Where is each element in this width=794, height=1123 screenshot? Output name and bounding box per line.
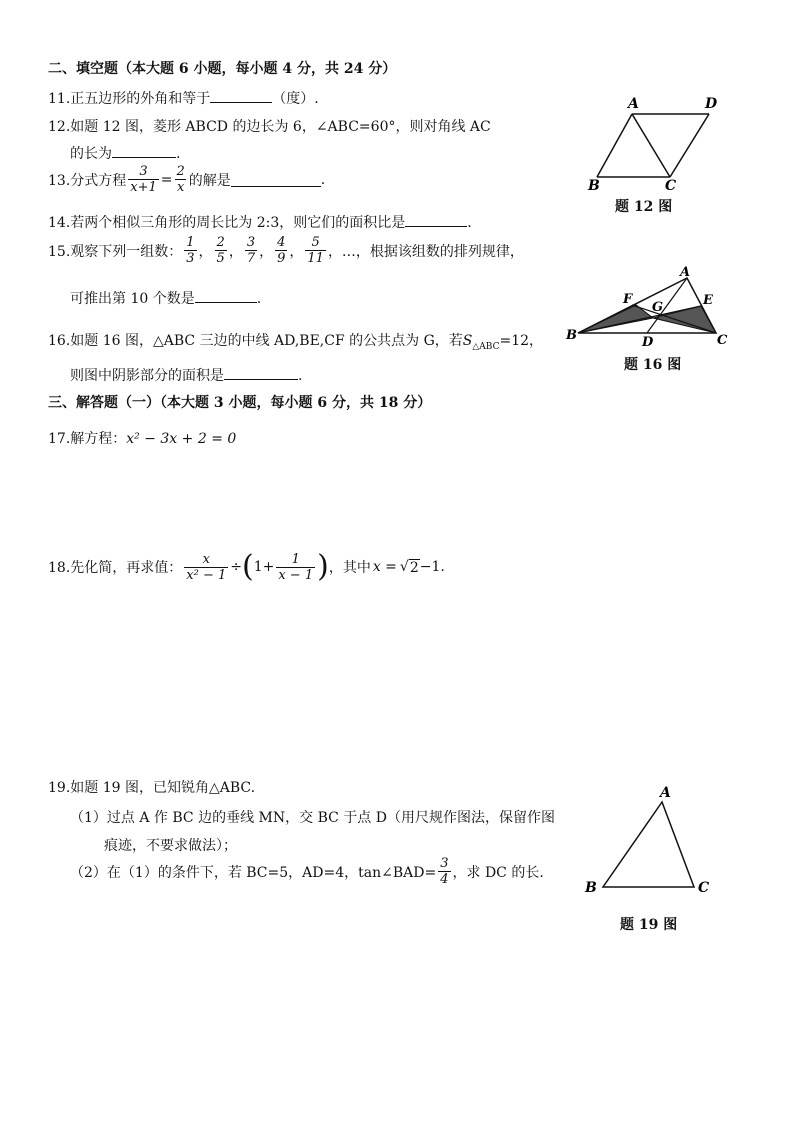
answer-blank[interactable] — [210, 88, 272, 103]
question-12-line-1: 12.如题 12 图，菱形 ABCD 的边长为 6，∠ABC=60°，则对角线 AC — [48, 119, 491, 135]
sequence-term-1: $\frac{1}{3}$ — [186, 235, 195, 266]
figure-12-rhombus — [585, 92, 725, 192]
edge-cd — [670, 114, 709, 177]
label-a: A — [628, 96, 639, 112]
label-d: D — [642, 335, 654, 350]
question-19-part-1-line-2: 痕迹，不要求做法）； — [104, 838, 237, 854]
label-e: E — [703, 293, 713, 308]
question-11: 11.正五边形的外角和等于 （度）. — [48, 88, 319, 108]
diagonal-ac — [632, 114, 670, 177]
label-a: A — [660, 785, 671, 801]
answer-blank[interactable] — [405, 212, 467, 227]
question-19-part-1-line-1: （1）过点 A 作 BC 边的垂线 MN，交 BC 于点 D（用尺规作图法，保留作图 — [70, 810, 555, 826]
label-b: B — [566, 328, 577, 343]
figure-16-triangle — [562, 262, 732, 354]
question-17: 17.解方程：x² − 3x + 2 = 0 — [48, 431, 237, 447]
question-12-line-2: 的长为 . — [70, 143, 180, 163]
figure-16-caption: 题 16 图 — [624, 357, 682, 373]
question-16-line-1: 16.如题 16 图，△ABC 三边的中线 AD,BE,CF 的公共点为 G，若$S_{\triangle ABC}=12$， — [48, 333, 544, 352]
fraction: $\frac{3}{4}$ — [440, 856, 449, 887]
sequence-term-2: $\frac{2}{5}$ — [216, 235, 225, 266]
equation: x² − 3x + 2 = 0 — [126, 431, 237, 447]
figure-19-triangle — [580, 780, 720, 895]
answer-blank[interactable] — [195, 288, 257, 303]
triangle-abc — [603, 802, 694, 887]
question-19-line-1: 19.如题 19 图，已知锐角△ABC. — [48, 780, 256, 796]
question-14: 14.若两个相似三角形的周长比为 2:3，则它们的面积比是 . — [48, 212, 472, 232]
label-c: C — [698, 880, 710, 895]
label-d: D — [705, 96, 718, 112]
label-c: C — [665, 178, 677, 192]
section-2-title: 二、填空题（本大题 6 小题，每小题 4 分，共 24 分） — [48, 61, 397, 77]
fraction: $\frac{x}{\text{x² − 1}}$ — [186, 551, 227, 583]
question-15: 15.观察下列一组数： $\frac{1}{3}$ ， $\frac{2}{5}$ ， $\frac{3}{7}$ ， $\frac{4}{9}$ ， $\frac{5}{11}$ ，…，根据该组数的排列规律， — [48, 235, 524, 266]
figure-19-caption: 题 19 图 — [620, 917, 678, 933]
section-3-title: 三、解答题（一）（本大题 3 小题，每小题 6 分，共 18 分） — [48, 395, 432, 411]
label-f: F — [623, 292, 633, 307]
question-19-part-2: （2）在（1）的条件下，若 BC=5，AD=4，tan∠BAD= $\frac{3}{4}$ ，求 DC 的长. — [70, 856, 544, 887]
question-18: 18.先化简，再求值： $\frac{x}{\text{x² − 1}}$ ÷ ( 1+ $\frac{1}{x - 1}$ ) ，其中 x = √ 2 −1. — [48, 549, 445, 584]
question-16-line-2: 则图中阴影部分的面积是 . — [70, 365, 302, 385]
sequence-term-4: $\frac{4}{9}$ — [277, 235, 286, 266]
fraction: $\frac{3}{x+1}$ — [130, 164, 157, 195]
label-b: B — [585, 880, 597, 895]
fraction: $\frac{2}{x}$ — [176, 164, 185, 195]
label-a: A — [680, 265, 691, 280]
answer-blank[interactable] — [112, 143, 176, 158]
edge-ab — [597, 114, 632, 177]
figure-12-caption: 题 12 图 — [615, 199, 673, 215]
label-g: G — [652, 300, 664, 315]
fraction: $\frac{1}{x - 1}$ — [278, 551, 314, 583]
answer-blank[interactable] — [231, 172, 321, 187]
question-15-line-2: 可推出第 10 个数是 . — [70, 288, 261, 308]
answer-blank[interactable] — [224, 365, 298, 380]
label-b: B — [588, 178, 600, 192]
question-13: 13.分式方程 $\frac{3}{x+1}$ = $\frac{2}{x}$ 的解是 . — [48, 164, 326, 195]
label-c: C — [717, 333, 728, 348]
sequence-term-3: $\frac{3}{7}$ — [246, 235, 256, 266]
sequence-term-5: $\frac{5}{11}$ — [307, 235, 324, 266]
